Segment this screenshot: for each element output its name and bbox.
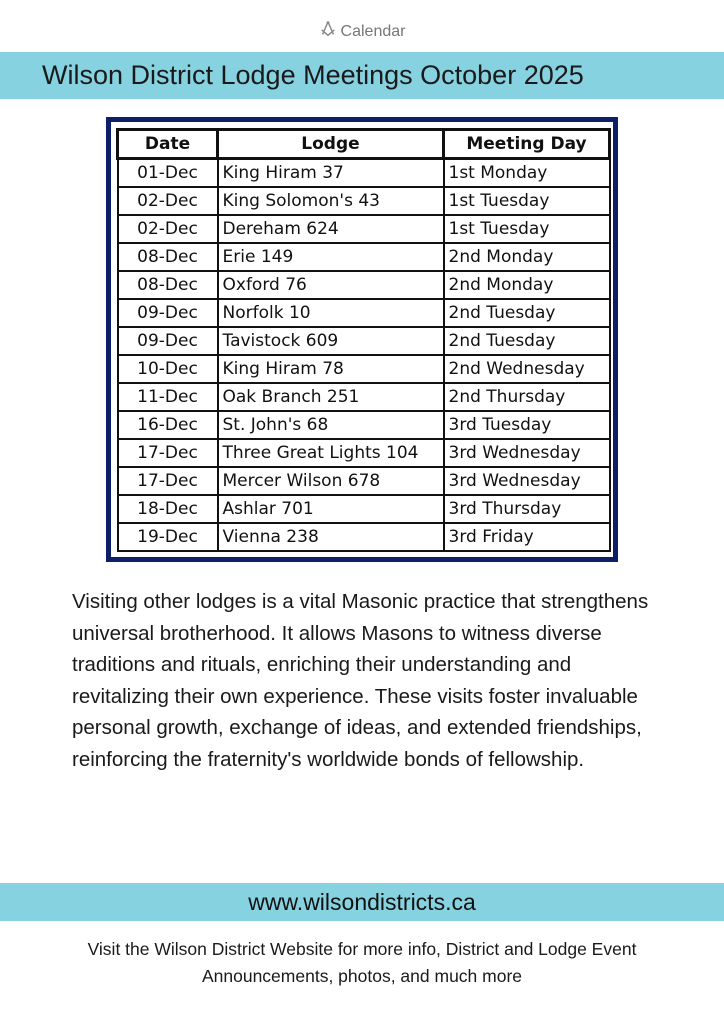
cell-lodge: Mercer Wilson 678 bbox=[218, 467, 444, 495]
cell-lodge: Oxford 76 bbox=[218, 271, 444, 299]
cell-lodge: Erie 149 bbox=[218, 243, 444, 271]
table-row bbox=[118, 159, 610, 188]
calendar-breadcrumb[interactable] bbox=[0, 20, 724, 43]
table-row bbox=[118, 467, 610, 495]
table-row bbox=[118, 271, 610, 299]
table-row bbox=[118, 243, 610, 271]
cell-date: 02-Dec bbox=[118, 187, 218, 215]
cell-lodge: St. John's 68 bbox=[218, 411, 444, 439]
meetings-table-frame bbox=[106, 117, 618, 562]
cell-date: 10-Dec bbox=[118, 355, 218, 383]
cell-date: 18-Dec bbox=[118, 495, 218, 523]
cell-lodge: King Hiram 78 bbox=[218, 355, 444, 383]
cell-meeting-day: 2nd Monday bbox=[444, 271, 610, 299]
cell-date: 17-Dec bbox=[118, 439, 218, 467]
table-row bbox=[118, 523, 610, 551]
footer-note: Visit the Wilson District Website for more info, District and Lodge Event Announcements, photos, and much more bbox=[87, 939, 637, 986]
cell-date: 16-Dec bbox=[118, 411, 218, 439]
cell-lodge: Three Great Lights 104 bbox=[218, 439, 444, 467]
table-row bbox=[118, 299, 610, 327]
meetings-table bbox=[116, 128, 611, 552]
cell-date: 08-Dec bbox=[118, 271, 218, 299]
cell-date: 11-Dec bbox=[118, 383, 218, 411]
cell-lodge: Oak Branch 251 bbox=[218, 383, 444, 411]
cell-lodge: Tavistock 609 bbox=[218, 327, 444, 355]
table-header-row bbox=[118, 130, 610, 159]
cell-meeting-day: 2nd Thursday bbox=[444, 383, 610, 411]
cell-meeting-day: 1st Monday bbox=[444, 159, 610, 188]
table-row bbox=[118, 439, 610, 467]
cell-meeting-day: 1st Tuesday bbox=[444, 187, 610, 215]
cell-date: 09-Dec bbox=[118, 299, 218, 327]
cell-meeting-day: 3rd Tuesday bbox=[444, 411, 610, 439]
cell-date: 09-Dec bbox=[118, 327, 218, 355]
table-row bbox=[118, 495, 610, 523]
title-banner bbox=[0, 52, 724, 99]
header-meeting-day: Meeting Day bbox=[444, 130, 610, 159]
cell-meeting-day: 1st Tuesday bbox=[444, 215, 610, 243]
cell-lodge: Norfolk 10 bbox=[218, 299, 444, 327]
header-lodge: Lodge bbox=[218, 130, 444, 159]
square-compass-icon bbox=[319, 20, 337, 43]
cell-meeting-day: 2nd Tuesday bbox=[444, 299, 610, 327]
cell-meeting-day: 3rd Friday bbox=[444, 523, 610, 551]
cell-lodge: Dereham 624 bbox=[218, 215, 444, 243]
cell-date: 02-Dec bbox=[118, 215, 218, 243]
table-row bbox=[118, 383, 610, 411]
table-row bbox=[118, 187, 610, 215]
cell-meeting-day: 3rd Thursday bbox=[444, 495, 610, 523]
header-date: Date bbox=[118, 130, 218, 159]
calendar-label[interactable]: Calendar bbox=[340, 22, 406, 40]
cell-lodge: Vienna 238 bbox=[218, 523, 444, 551]
cell-meeting-day: 2nd Wednesday bbox=[444, 355, 610, 383]
cell-meeting-day: 2nd Tuesday bbox=[444, 327, 610, 355]
cell-meeting-day: 3rd Wednesday bbox=[444, 467, 610, 495]
table-row bbox=[118, 327, 610, 355]
cell-date: 08-Dec bbox=[118, 243, 218, 271]
cell-lodge: Ashlar 701 bbox=[218, 495, 444, 523]
page-title: Wilson District Lodge Meetings October 2025 bbox=[42, 60, 584, 90]
table-row bbox=[118, 355, 610, 383]
table-row bbox=[118, 411, 610, 439]
cell-meeting-day: 2nd Monday bbox=[444, 243, 610, 271]
cell-date: 01-Dec bbox=[118, 159, 218, 188]
cell-date: 19-Dec bbox=[118, 523, 218, 551]
website-link[interactable]: www.wilsondistricts.ca bbox=[248, 889, 476, 915]
cell-lodge: King Solomon's 43 bbox=[218, 187, 444, 215]
table-row bbox=[118, 215, 610, 243]
cell-lodge: King Hiram 37 bbox=[218, 159, 444, 188]
visiting-lodges-paragraph: Visiting other lodges is a vital Masonic practice that strengthens universal brotherhood. It allows Masons to witness diverse traditions and rituals, enriching their understanding and revitalizing their own experience. These visits foster invaluable personal growth, exchange of ideas, and extended friendships, reinforcing the fraternity's worldwide bonds of fellowship. bbox=[72, 590, 649, 771]
url-banner bbox=[0, 883, 724, 921]
cell-date: 17-Dec bbox=[118, 467, 218, 495]
cell-meeting-day: 3rd Wednesday bbox=[444, 439, 610, 467]
